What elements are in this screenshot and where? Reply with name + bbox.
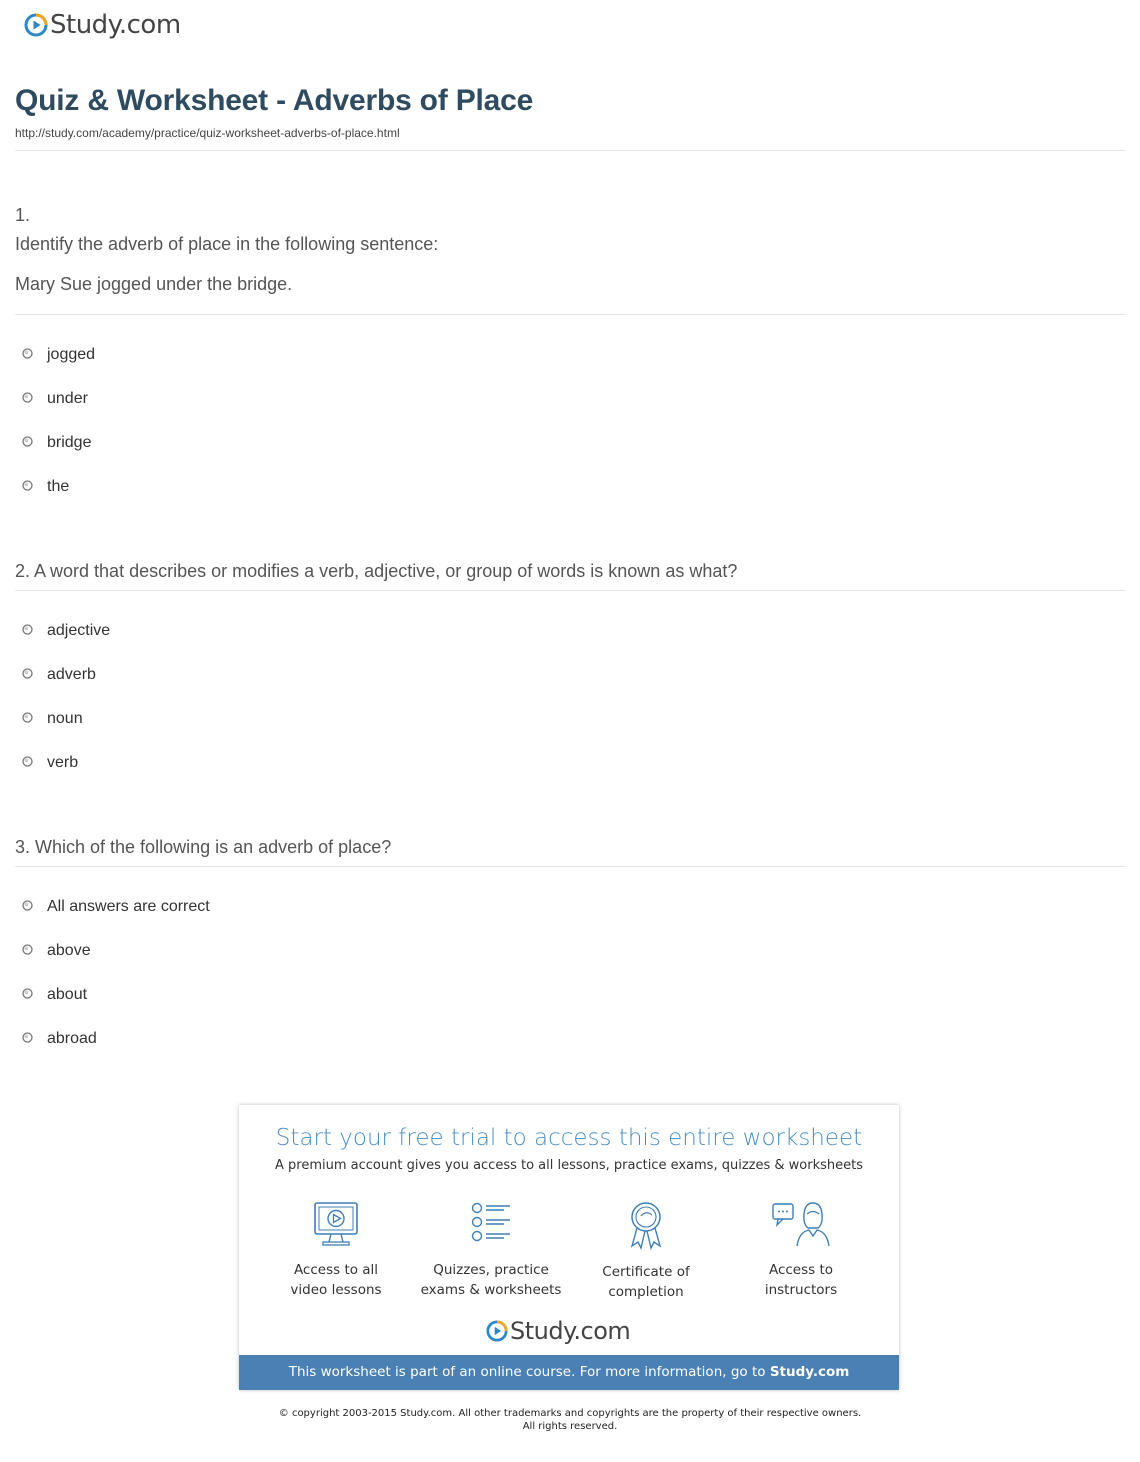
header-divider <box>15 150 1125 151</box>
feature-line: completion <box>608 1284 684 1300</box>
question-1-prompt: Identify the adverb of place in the following sentence: <box>15 234 439 254</box>
free-trial-promo <box>239 1105 899 1390</box>
radio-button-icon[interactable] <box>22 348 33 359</box>
feature-quizzes <box>416 1200 566 1300</box>
play-logo-icon <box>24 13 48 37</box>
question-1-number: 1. <box>15 205 31 225</box>
option-label: abroad <box>47 1030 97 1047</box>
option-label: All answers are correct <box>47 898 210 915</box>
option-label: adjective <box>47 622 111 639</box>
award-ribbon-icon <box>621 1200 671 1250</box>
course-info-bar <box>239 1355 899 1390</box>
radio-button-icon[interactable] <box>22 392 33 403</box>
option-label: about <box>47 986 88 1003</box>
video-monitor-icon <box>311 1200 361 1248</box>
option-label: verb <box>47 754 79 771</box>
radio-button-icon[interactable] <box>22 480 33 491</box>
study-link[interactable]: Study.com <box>769 1364 850 1380</box>
radio-button-icon[interactable] <box>22 900 33 911</box>
question-3-prompt: 3. Which of the following is an adverb of place? <box>15 837 392 857</box>
option-label: jogged <box>47 346 96 363</box>
feature-line: Certificate of <box>602 1264 690 1280</box>
promo-logo-text: Study.com <box>510 1317 631 1345</box>
radio-button-icon[interactable] <box>22 436 33 447</box>
radio-button-icon[interactable] <box>22 712 33 723</box>
copyright-text: © copyright 2003-2015 Study.com. All other trademarks and copyrights are the property of their respective owners. <box>278 1408 862 1419</box>
q1-option-the[interactable] <box>22 478 69 496</box>
page-url: http://study.com/academy/practice/quiz-worksheet-adverbs-of-place.html <box>15 126 400 140</box>
option-label: the <box>47 478 70 495</box>
q2-option-verb[interactable] <box>22 754 78 772</box>
q2-option-noun[interactable] <box>22 710 83 728</box>
radio-button-icon[interactable] <box>22 668 33 679</box>
promo-headline[interactable]: Start your free trial to access this entire worksheet <box>275 1125 863 1151</box>
feature-line: video lessons <box>290 1282 382 1298</box>
promo-logo[interactable] <box>486 1317 630 1345</box>
feature-certificate <box>571 1200 721 1302</box>
question-2-divider <box>15 590 1125 591</box>
option-label: adverb <box>47 666 96 683</box>
radio-button-icon[interactable] <box>22 988 33 999</box>
promo-subheadline: A premium account gives you access to all lessons, practice exams, quizzes & worksheets <box>275 1158 863 1173</box>
option-label: above <box>47 942 91 959</box>
logo-text: Study.com <box>50 10 181 40</box>
radio-button-icon[interactable] <box>22 944 33 955</box>
question-2-prompt: 2. A word that describes or modifies a verb, adjective, or group of words is known as what? <box>15 561 738 581</box>
feature-video-lessons <box>261 1200 411 1300</box>
question-1-sentence: Mary Sue jogged under the bridge. <box>15 274 293 294</box>
q1-option-bridge[interactable] <box>22 434 91 452</box>
q1-option-under[interactable] <box>22 390 88 408</box>
site-logo[interactable] <box>24 10 181 40</box>
radio-button-icon[interactable] <box>22 756 33 767</box>
option-label: noun <box>47 710 83 727</box>
q2-option-adverb[interactable] <box>22 666 96 684</box>
q3-option-abroad[interactable] <box>22 1030 97 1048</box>
feature-instructors <box>726 1200 876 1300</box>
radio-button-icon[interactable] <box>22 624 33 635</box>
radio-button-icon[interactable] <box>22 1032 33 1043</box>
page-title: Quiz & Worksheet - Adverbs of Place <box>15 84 534 117</box>
q2-option-adjective[interactable] <box>22 622 110 640</box>
feature-line: Quizzes, practice <box>433 1262 549 1278</box>
q3-option-above[interactable] <box>22 942 91 960</box>
option-label: bridge <box>47 434 92 451</box>
play-logo-icon <box>486 1320 508 1342</box>
course-info-text: This worksheet is part of an online course. For more information, go to <box>288 1364 770 1380</box>
q3-option-about[interactable] <box>22 986 87 1004</box>
question-1-divider <box>15 314 1125 315</box>
rights-text: All rights reserved. <box>522 1421 618 1432</box>
feature-line: Access to <box>768 1262 834 1278</box>
option-label: under <box>47 390 88 407</box>
feature-line: Access to all <box>293 1262 379 1278</box>
question-3-divider <box>15 866 1125 867</box>
q1-option-jogged[interactable] <box>22 346 95 364</box>
feature-line: instructors <box>764 1282 838 1298</box>
instructor-chat-icon <box>771 1200 831 1248</box>
feature-line: exams & worksheets <box>420 1282 562 1298</box>
checklist-icon <box>466 1200 516 1248</box>
q3-option-all-answers[interactable] <box>22 898 210 916</box>
footer <box>0 1407 1140 1433</box>
